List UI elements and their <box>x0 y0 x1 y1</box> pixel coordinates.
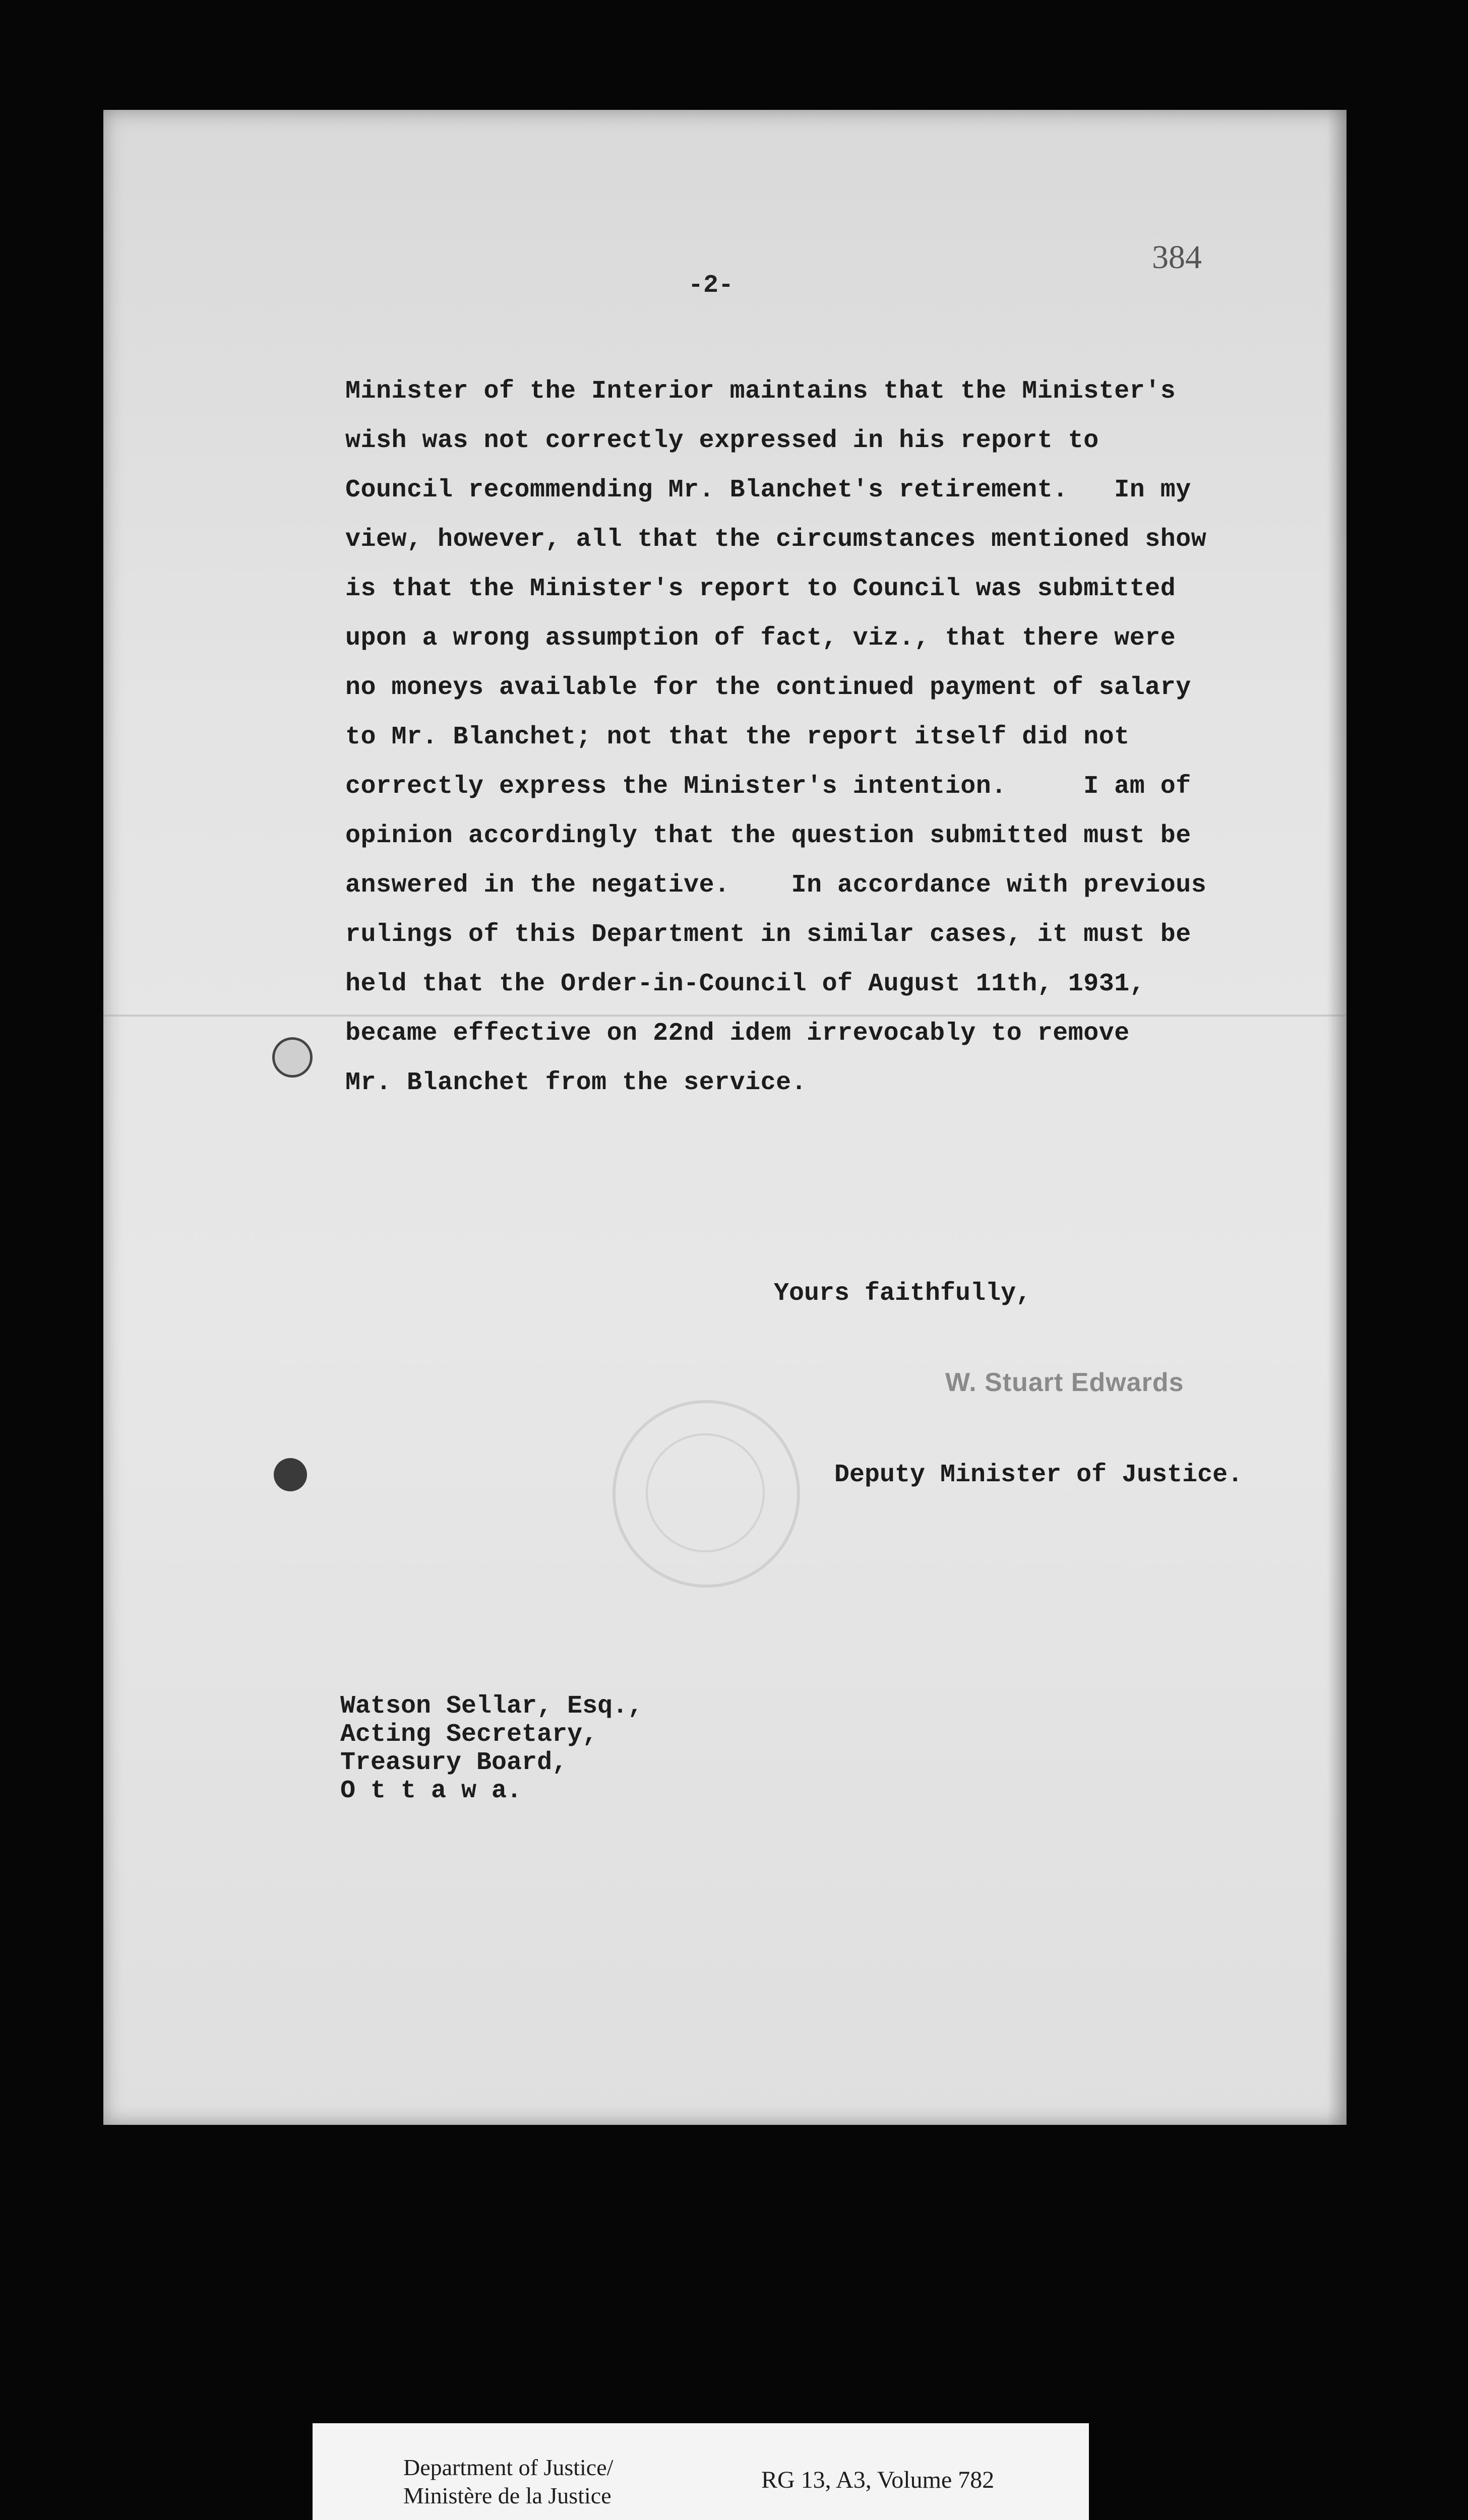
body-line: opinion accordingly that the question submitted must be <box>345 822 1191 850</box>
archive-reference: RG 13, A3, Volume 782 <box>761 2467 995 2493</box>
body-line: Council recommending Mr. Blanchet's retirement. In my <box>345 476 1191 505</box>
address-line: Acting Secretary, <box>340 1720 598 1749</box>
closing: Yours faithfully, <box>774 1279 1031 1308</box>
body-line: upon a wrong assumption of fact, viz., that there were <box>345 624 1176 653</box>
address-line: Treasury Board, <box>340 1748 568 1777</box>
body-line: answered in the negative. In accordance with previous <box>345 871 1207 900</box>
signature-stamp: W. Stuart Edwards <box>945 1368 1184 1397</box>
department-line: Ministère de la Justice <box>403 2483 611 2508</box>
department-name <box>403 2453 613 2510</box>
body-line: no moneys available for the continued payment of salary <box>345 673 1191 702</box>
page-number: -2- <box>688 271 734 300</box>
document-page <box>103 110 1347 2125</box>
body-line: view, however, all that the circumstances mentioned show <box>345 525 1207 554</box>
punch-hole <box>272 1037 313 1078</box>
embossed-seal <box>613 1400 800 1588</box>
signatory-title: Deputy Minister of Justice. <box>834 1461 1243 1489</box>
body-line: Minister of the Interior maintains that the Minister's <box>345 377 1176 406</box>
letter-body <box>345 367 1349 1108</box>
department-line: Department of Justice/ <box>403 2454 614 2480</box>
body-line: held that the Order-in-Council of August 11th, 1931, <box>345 970 1145 998</box>
archive-reference-label <box>313 2423 1089 2520</box>
address-line: O t t a w a. <box>340 1777 522 1805</box>
body-line: rulings of this Department in similar cases, it must be <box>345 920 1191 949</box>
body-line: correctly express the Minister's intention. I am of <box>345 772 1191 801</box>
body-line: to Mr. Blanchet; not that the report itself did not <box>345 723 1130 751</box>
address-line: Watson Sellar, Esq., <box>340 1692 643 1721</box>
recipient-address <box>340 1692 643 1805</box>
folio-number: 384 <box>1152 239 1202 276</box>
punch-hole <box>274 1458 307 1491</box>
body-line: became effective on 22nd idem irrevocably to remove <box>345 1019 1130 1048</box>
body-line: Mr. Blanchet from the service. <box>345 1068 807 1097</box>
body-line: is that the Minister's report to Council was submitted <box>345 575 1176 603</box>
body-line: wish was not correctly expressed in his report to <box>345 426 1099 455</box>
